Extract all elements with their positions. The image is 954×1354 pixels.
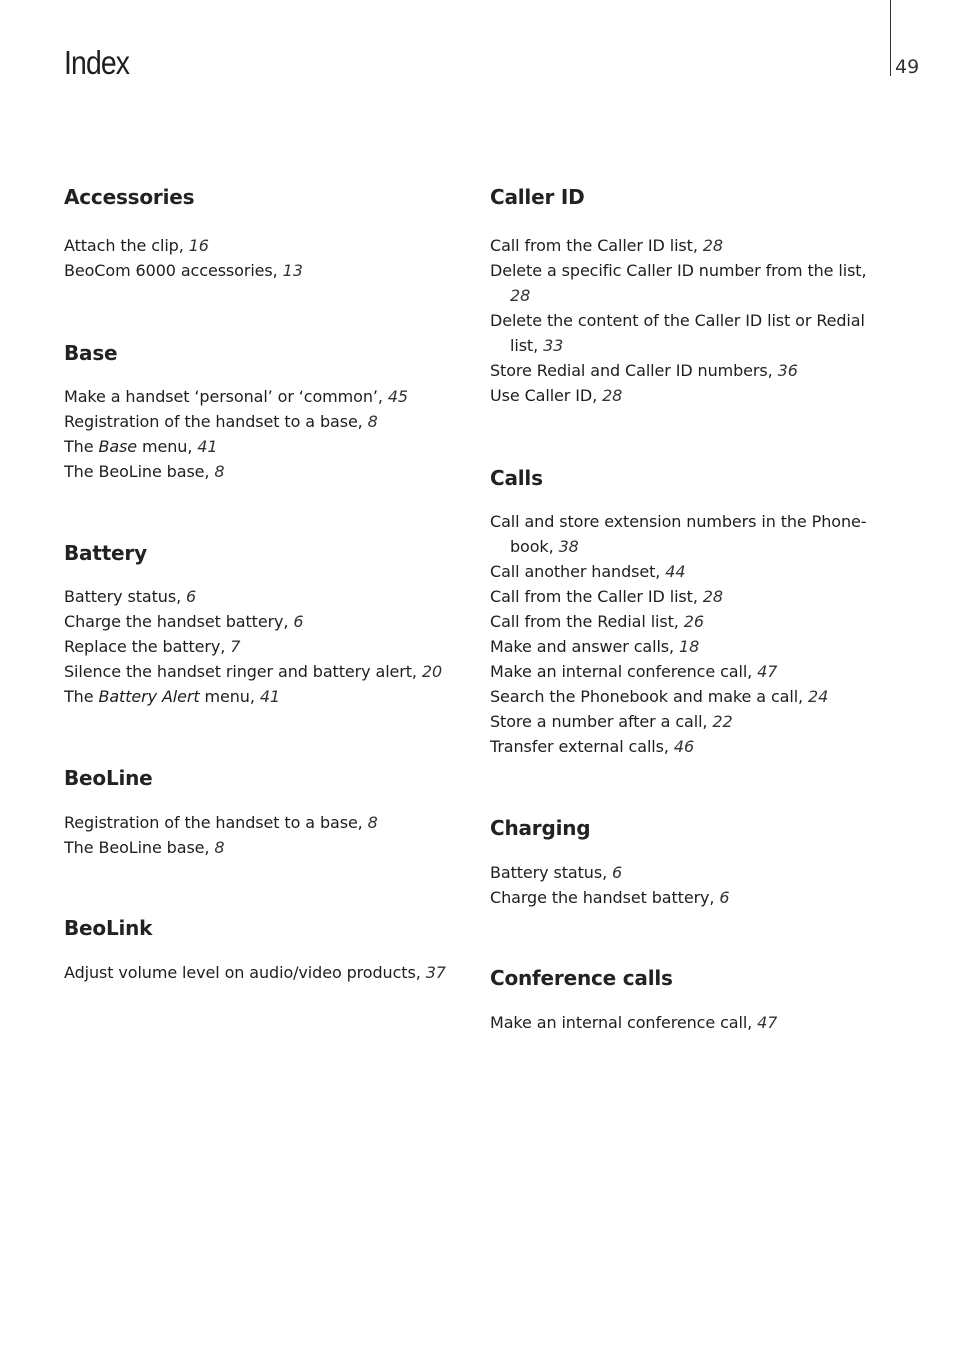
entry-list <box>490 1010 900 1035</box>
index-entry <box>64 659 474 684</box>
entry-text: Transfer external calls, <box>490 737 674 756</box>
entry-page-number: 16 <box>188 236 209 255</box>
entry-list <box>490 509 885 759</box>
index-entry <box>490 709 885 734</box>
entry-page-number: 6 <box>719 888 730 907</box>
entry-page-number: 47 <box>757 662 778 681</box>
page-title: Index <box>64 44 130 81</box>
entry-text-prefix: The <box>64 437 99 456</box>
entry-text: Delete the content of the Caller ID list or Redial list, <box>490 311 865 355</box>
entry-list <box>64 810 474 860</box>
entry-page-number: 41 <box>197 437 218 456</box>
index-entry <box>490 609 885 634</box>
entry-text: Charge the handset battery, <box>64 612 294 631</box>
index-entry <box>64 459 474 484</box>
entry-page-number: 45 <box>387 387 409 406</box>
entry-text: Charge the handset battery, <box>490 888 720 907</box>
index-entry <box>64 810 474 835</box>
entry-page-number: 46 <box>673 737 695 756</box>
index-section-battery <box>64 539 474 709</box>
entry-text: Make an internal conference call, <box>490 662 758 681</box>
index-entry <box>64 409 474 434</box>
section-heading: Conference calls <box>490 966 673 990</box>
entry-text: Battery status, <box>490 863 613 882</box>
entry-list <box>64 384 474 484</box>
index-entry <box>490 258 890 308</box>
index-entry <box>64 634 474 659</box>
entry-text: Delete a specific Caller ID number from the list, <box>490 261 867 280</box>
entry-page-number: 13 <box>282 261 303 280</box>
entry-page-number: 37 <box>425 963 446 982</box>
page-number-rule <box>890 0 891 76</box>
entry-page-number: 8 <box>214 462 225 481</box>
section-heading: Caller ID <box>490 185 585 209</box>
entry-page-number: 18 <box>679 637 700 656</box>
entry-text: The BeoLine base, <box>64 462 215 481</box>
index-entry <box>64 384 474 409</box>
entry-page-number: 8 <box>214 838 225 857</box>
index-entry <box>64 684 474 709</box>
entry-page-number: 28 <box>702 236 723 255</box>
entry-text: Call from the Caller ID list, <box>490 236 703 255</box>
entry-text: Registration of the handset to a base, <box>64 813 368 832</box>
entry-list <box>490 860 900 910</box>
entry-page-number: 28 <box>602 386 623 405</box>
entry-text: The BeoLine base, <box>64 838 215 857</box>
index-entry <box>490 684 885 709</box>
entry-page-number: 22 <box>712 712 733 731</box>
index-section-beoline <box>64 764 474 860</box>
entry-list <box>64 960 474 985</box>
index-section-charging <box>490 814 900 910</box>
entry-page-number: 8 <box>367 813 378 832</box>
entry-text: Registration of the handset to a base, <box>64 412 368 431</box>
index-section-caller-id <box>490 183 900 408</box>
entry-text: BeoCom 6000 accessories, <box>64 261 283 280</box>
section-heading: Battery <box>64 541 147 565</box>
section-heading: Base <box>64 341 118 365</box>
entry-page-number: 47 <box>757 1013 778 1032</box>
entry-text: Call from the Caller ID list, <box>490 587 703 606</box>
entry-text: Make an internal conference call, <box>490 1013 758 1032</box>
page-number: 49 <box>895 56 920 78</box>
index-entry <box>64 609 474 634</box>
index-entry <box>64 258 474 283</box>
entry-text: Adjust volume level on audio/video products, <box>64 963 426 982</box>
section-heading: Calls <box>490 466 543 490</box>
index-section-base <box>64 339 474 484</box>
entry-text: Search the Phonebook and make a call, <box>490 687 809 706</box>
entry-page-number: 6 <box>186 587 197 606</box>
index-entry <box>490 383 890 408</box>
index-entry <box>64 835 474 860</box>
entry-page-number: 24 <box>808 687 829 706</box>
section-heading: BeoLink <box>64 916 153 940</box>
entry-menu-name: Base <box>98 437 138 456</box>
entry-text: Replace the battery, <box>64 637 231 656</box>
entry-page-number: 44 <box>665 562 686 581</box>
entry-page-number: 38 <box>558 537 579 556</box>
index-entry <box>64 233 474 258</box>
index-entry <box>64 960 474 985</box>
entry-text: Make and answer calls, <box>490 637 679 656</box>
section-heading: BeoLine <box>64 766 153 790</box>
index-entry <box>490 734 885 759</box>
entry-text: Use Caller ID, <box>490 386 603 405</box>
entry-page-number: 20 <box>421 662 443 681</box>
index-entry <box>490 885 900 910</box>
section-heading: Accessories <box>64 185 195 209</box>
entry-page-number: 7 <box>230 637 241 656</box>
entry-text: Call and store extension numbers in the Phone-book, <box>490 512 867 556</box>
index-entry <box>490 659 885 684</box>
index-entry <box>490 634 885 659</box>
entry-text: Silence the handset ringer and battery alert, <box>64 662 422 681</box>
index-entry <box>490 233 890 258</box>
index-entry <box>490 584 885 609</box>
entry-text: Store Redial and Caller ID numbers, <box>490 361 778 380</box>
entry-page-number: 6 <box>612 863 623 882</box>
index-entry <box>490 509 885 559</box>
entry-page-number: 41 <box>259 687 280 706</box>
entry-page-number: 6 <box>293 612 304 631</box>
index-section-accessories <box>64 183 474 283</box>
index-section-conference-calls <box>490 964 900 1035</box>
index-section-calls <box>490 464 900 759</box>
entry-text: menu, <box>199 687 260 706</box>
index-entry <box>64 584 474 609</box>
entry-text: Attach the clip, <box>64 236 189 255</box>
entry-list <box>490 233 890 408</box>
index-entry <box>64 434 474 459</box>
entry-text-prefix: The <box>64 687 99 706</box>
entry-page-number: 26 <box>683 612 704 631</box>
entry-page-number: 8 <box>367 412 378 431</box>
section-heading: Charging <box>490 816 591 840</box>
entry-text: menu, <box>137 437 198 456</box>
entry-page-number: 28 <box>702 587 723 606</box>
index-section-beolink <box>64 914 474 985</box>
entry-list <box>64 233 474 283</box>
entry-page-number: 36 <box>777 361 798 380</box>
entry-page-number: 33 <box>543 336 564 355</box>
index-entry <box>490 358 890 383</box>
entry-text: Battery status, <box>64 587 187 606</box>
index-entry <box>490 1010 900 1035</box>
entry-page-number: 28 <box>510 286 531 305</box>
index-entry <box>490 559 885 584</box>
entry-list <box>64 584 474 709</box>
entry-text: Call another handset, <box>490 562 666 581</box>
entry-text: Make a handset ‘personal’ or ‘common’, <box>64 387 388 406</box>
index-entry <box>490 308 890 358</box>
index-entry <box>490 860 900 885</box>
entry-text: Call from the Redial list, <box>490 612 684 631</box>
entry-menu-name: Battery Alert <box>98 687 200 706</box>
entry-text: Store a number after a call, <box>490 712 713 731</box>
